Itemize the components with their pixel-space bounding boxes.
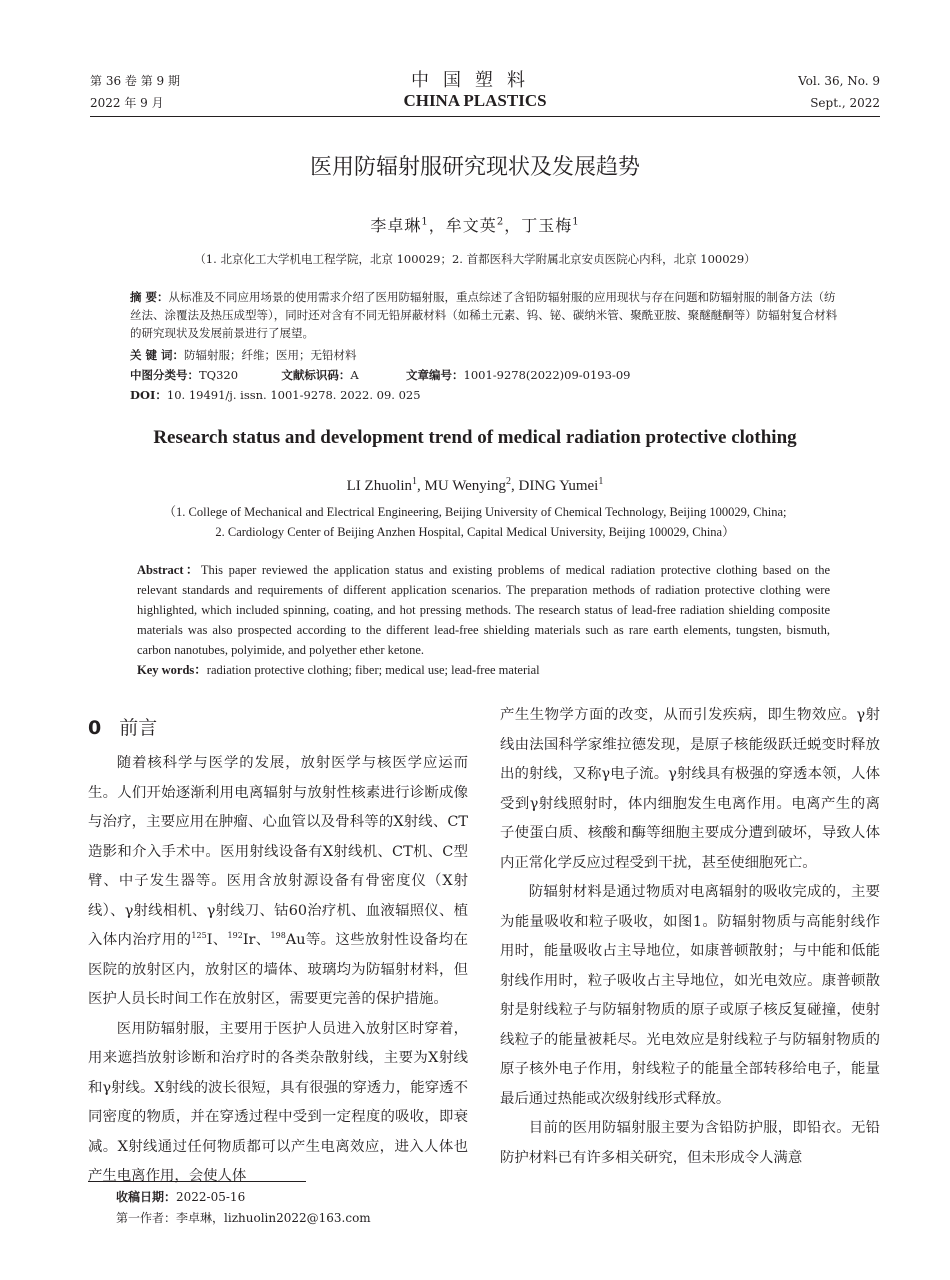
keywords-cn-text: 防辐射服；纤维；医用；无铅材料 bbox=[184, 348, 357, 362]
clc-label: 中图分类号： bbox=[130, 368, 199, 382]
paragraph: 医用防辐射服，主要用于医护人员进入放射区时穿着，用来遮挡放射诊断和治疗时的各类杂散射线，主要为X射线和γ射线。X射线的波长很短，具有很强的穿透力，能穿透不同密度的物质，并在穿透过程中受到一定程度的吸收，即衰减。X射线通过任何物质都可以产生电离效应，进入人体也产生电离作用，会使人体 bbox=[88, 1020, 468, 1184]
doi-label: DOI： bbox=[130, 388, 167, 402]
section-number: 0 bbox=[88, 717, 102, 739]
doi-value: 10. 19491/j. issn. 1001-9278. 2022. 09. 025 bbox=[166, 388, 421, 402]
author-name: 牟文英 bbox=[445, 216, 497, 235]
doc-code-label: 文献标识码： bbox=[281, 368, 351, 382]
doc-code-value: A bbox=[350, 368, 359, 382]
affiliation-cn: （1. 北京化工大学机电工程学院，北京 100029；2. 首都医科大学附属北京安贞医院心内科，北京 100029） bbox=[194, 252, 756, 266]
paragraph: 产生生物学方面的改变，从而引发疾病，即生物效应。γ射线由法国科学家维拉德发现，是原子核能级跃迁蜕变时释放出的射线，又称γ电子流。γ射线具有极强的穿透本领，人体受到γ射线照射时，体内细胞发生电离作用。电离产生的离子使蛋白质、核酸和酶等细胞主要成分遭到破坏，导致人体内正常化学反应过程受到干扰，甚至使细胞死亡。 bbox=[500, 707, 880, 871]
title-en: Research status and development trend of medical radiation protective clothing bbox=[153, 427, 797, 448]
section-heading bbox=[88, 713, 157, 740]
footnote-received bbox=[116, 1187, 245, 1207]
header-rule bbox=[90, 116, 880, 117]
received-date: 2022-05-16 bbox=[176, 1190, 246, 1204]
abstract-cn bbox=[130, 288, 845, 342]
paragraph: 防辐射材料是通过物质对电离辐射的吸收完成的，主要为能量吸收和粒子吸收，如图1。防辐射物质与高能射线作用时，能量吸收占主导地位，如康普顿散射；与中能和低能射线作用时，粒子吸收占主导地位，如光电效应。康普顿散射是射线粒子与防辐射物质的原子或原子核反复碰撞，使射线粒子的能量被耗尽。光电效应是射线粒子与防辐射物质的原子核外电子作用，射线粒子的能量全部转移给电子，能量最后通过热能或次级射线形式释放。 bbox=[500, 884, 880, 1107]
date-en: Sept., 2022 bbox=[810, 96, 880, 110]
abstract-en bbox=[137, 560, 830, 680]
author-affiliation-mark: 1 bbox=[421, 216, 429, 228]
section-title: 前言 bbox=[119, 717, 158, 739]
article-number-label: 文章编号： bbox=[406, 368, 464, 382]
isotope-symbol: I、 bbox=[206, 932, 228, 948]
paragraph-text: 随着核科学与医学的发展，放射医学与核医学应运而生。人们开始逐渐利用电离辐射与放射性核素进行诊断成像与治疗，主要应用在肿瘤、心血管以及骨科等的X射线、CT造影和介入手术中。医用射线设备有X射线机、CT机、C型臂、中子发生器等。医用含放射源设备有骨密度仪（X射线）、γ射线相机、γ射线刀、钴60治疗机、血液辐照仪、植入体内治疗用的 bbox=[88, 755, 468, 948]
affiliation-en bbox=[0, 502, 950, 542]
volume-issue-en: Vol. 36, No. 9 bbox=[798, 74, 880, 88]
received-label: 收稿日期： bbox=[116, 1190, 177, 1204]
author-name-en: LI Zhuolin bbox=[346, 478, 413, 494]
first-author-label: 第一作者： bbox=[116, 1211, 177, 1225]
isotope-mass-number: 198 bbox=[270, 931, 286, 941]
abstract-en-label: Abstract： bbox=[137, 563, 201, 577]
authors-cn: 李卓琳$^1$，牟文英$^2$，丁玉梅$^1$ bbox=[370, 216, 580, 235]
author-affiliation-mark: 2 bbox=[496, 216, 505, 228]
author-name-en: MU Wenying bbox=[424, 478, 506, 494]
author-affiliation-mark: 2 bbox=[505, 476, 511, 487]
clc-value: TQ320 bbox=[199, 368, 239, 382]
abstract-en-text: This paper reviewed the application status and existing problems of medical radiation protective clothing based on the relevant standards and requirements of different application scenarios. The preparation methods of radiation protective clothing were highlighted, which included spinning, coating, and hot pressing methods. The research status of lead-free radiation shielding composite materials was also prospected according to the different lead-free shielding materials such as rare earth elements, tungsten, bismuth, carbon nanotubes, polyimide, and polyether ether ketone. bbox=[137, 563, 831, 657]
author-affiliation-mark: 1 bbox=[572, 216, 580, 228]
keywords-en-label: Key words： bbox=[137, 663, 207, 677]
footnote-rule bbox=[88, 1181, 306, 1182]
classification-line bbox=[130, 366, 845, 384]
date-cn: 2022 年 9 月 bbox=[90, 96, 164, 110]
affiliation-en-line-2: 2. Cardiology Center of Beijing Anzhen Hospital, Capital Medical University, Beijing 100029, China） bbox=[215, 525, 735, 539]
paragraph: 目前的医用防辐射服主要为含铅防护服，即铅衣。无铅防护材料已有许多相关研究，但未形成令人满意 bbox=[500, 1120, 880, 1166]
doi-line bbox=[130, 386, 845, 404]
isotope-mass-number: 125 bbox=[191, 931, 207, 941]
paragraph bbox=[88, 749, 468, 1015]
authors-en: LI Zhuolin$^1$, MU Wenying$^2$, DING Yumei$^1$ bbox=[346, 476, 604, 494]
keywords-cn bbox=[130, 346, 845, 364]
title-cn: 医用防辐射服研究现状及发展趋势 bbox=[309, 155, 640, 180]
paragraph-text: Au等。这些放射性设备均在医院的放射区内，放射区的墙体、玻璃均为防辐射材料，但医护人员长时间工作在放射区，需要更完善的保护措施。 bbox=[88, 932, 468, 1007]
journal-name-en: CHINA PLASTICS bbox=[403, 91, 547, 110]
isotope-symbol: Ir、 bbox=[242, 932, 271, 948]
abstract-cn-label: 摘 要： bbox=[130, 290, 169, 304]
author-name: 丁玉梅 bbox=[521, 216, 573, 235]
journal-name-cn: 中国塑料 bbox=[411, 70, 539, 91]
author-affiliation-mark: 1 bbox=[412, 476, 418, 487]
author-affiliation-mark: 1 bbox=[598, 476, 604, 487]
isotope-mass-number: 192 bbox=[227, 931, 243, 941]
body-column-right bbox=[500, 701, 880, 1173]
keywords-cn-label: 关 键 词： bbox=[130, 348, 185, 362]
first-author-contact: 李卓琳，lizhuolin2022@163.com bbox=[176, 1211, 371, 1225]
author-name: 李卓琳 bbox=[370, 216, 422, 235]
affiliation-en-line-1: （1. College of Mechanical and Electrical Engineering, Beijing University of Chemical Technology, Beijing 100029, China; bbox=[163, 505, 787, 519]
volume-issue-cn: 第 36 卷 第 9 期 bbox=[90, 74, 180, 88]
author-name-en: DING Yumei bbox=[518, 478, 599, 494]
keywords-en-text: radiation protective clothing; fiber; medical use; lead-free material bbox=[206, 663, 540, 677]
footnote-author bbox=[116, 1208, 371, 1228]
body-column-left bbox=[88, 749, 468, 1192]
abstract-cn-text: 从标准及不同应用场景的使用需求介绍了医用防辐射服，重点综述了含铅防辐射服的应用现状与存在问题和防辐射服的制备方法（纺丝法、涂覆法及热压成型等），同时还对含有不同无铅屏蔽材料（如稀土元素、钨、铋、碳纳米管、聚酰亚胺、聚醚醚酮等）防辐射复合材料的研究现状及发展前景进行了展望。 bbox=[130, 290, 838, 340]
article-number-value: 1001-9278(2022)09-0193-09 bbox=[463, 368, 631, 382]
